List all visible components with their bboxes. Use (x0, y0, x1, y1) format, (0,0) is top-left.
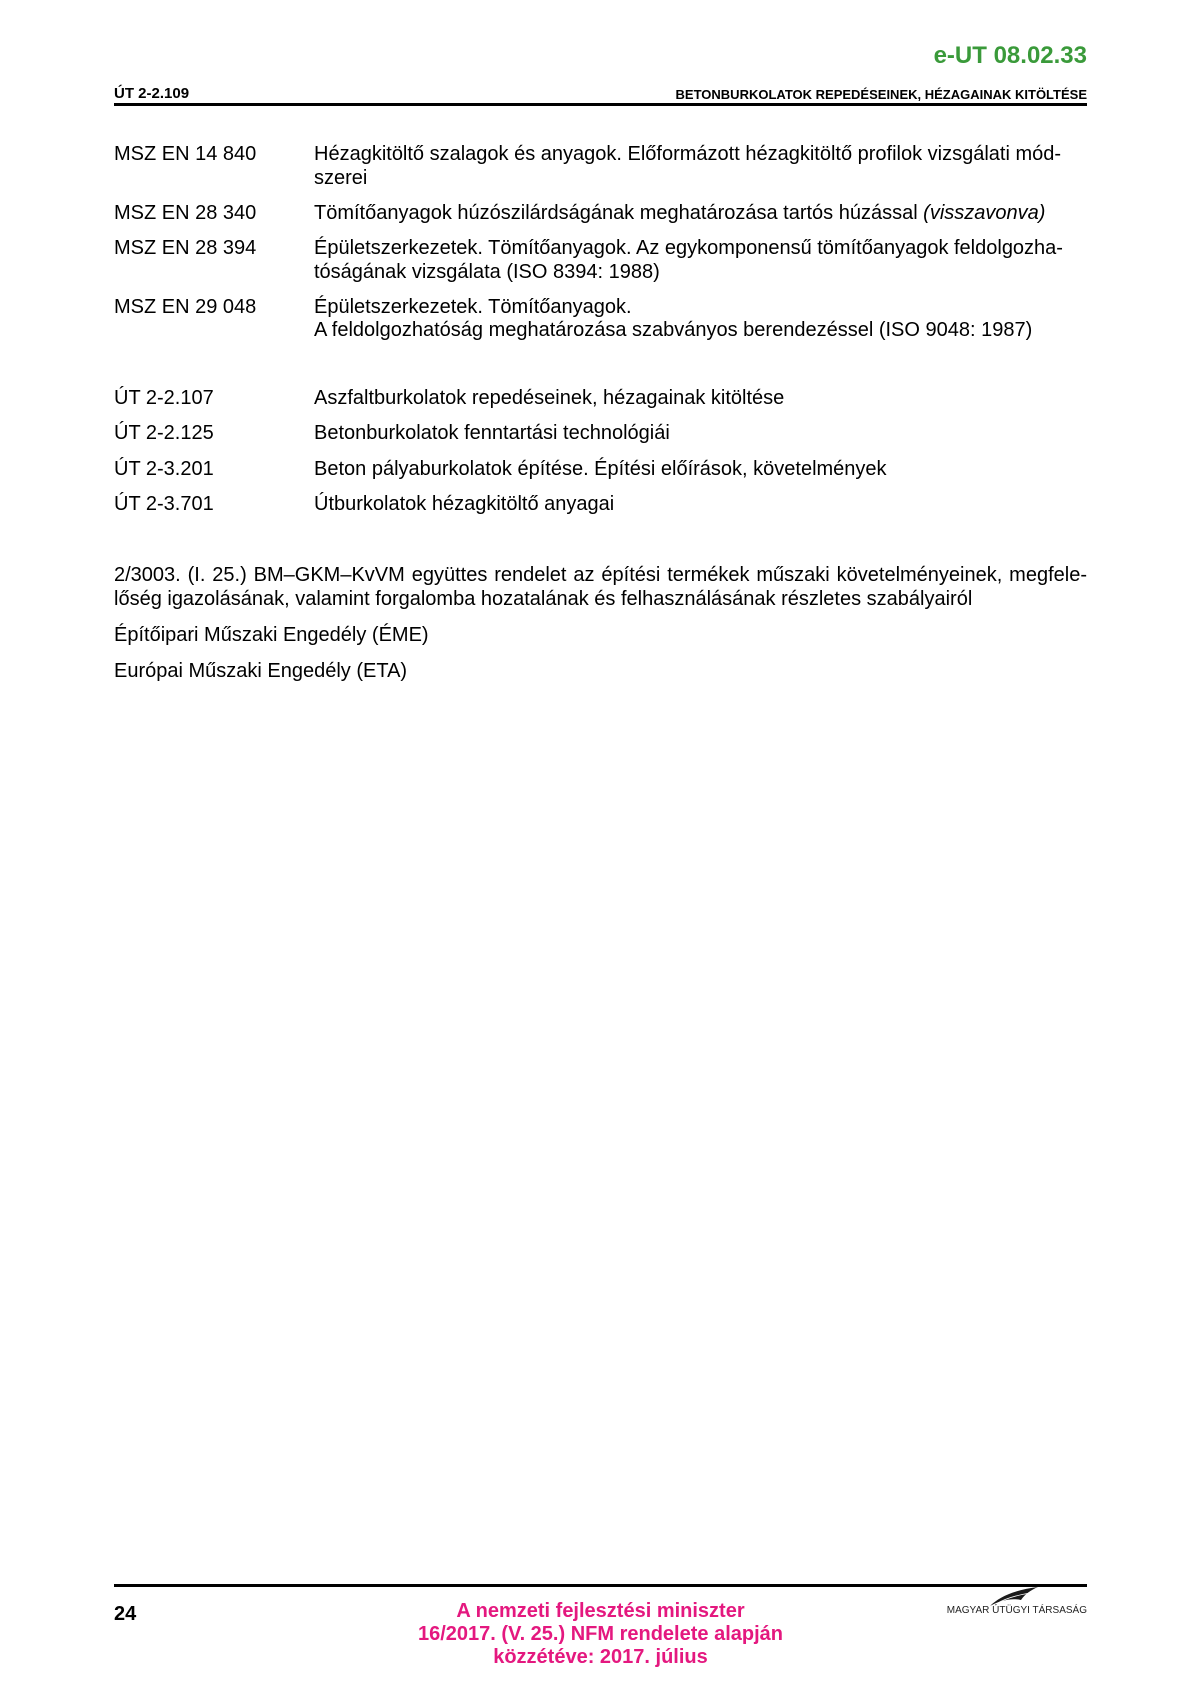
regulation-line: Építőipari Műszaki Engedély (ÉME) (114, 623, 429, 646)
reference-title-text: Tömítőanyagok húzószilárdságának meghatározása tartós húzással (314, 201, 918, 224)
document-code: e-UT 08.02.33 (933, 42, 1087, 69)
reference-title (314, 387, 1087, 411)
ut-standards-list (114, 387, 1087, 528)
reference-title-line: Épületszerkezetek. Tömítőanyagok. Az egykomponensű tömítőanyagok feldolgozha- (314, 237, 1063, 259)
reference-code: ÚT 2-2.125 (114, 422, 214, 445)
withdrawn-note: (visszavonva) (923, 201, 1046, 224)
regulation-entry (114, 564, 1087, 611)
page-number: 24 (114, 1603, 137, 1625)
society-logo (937, 1586, 1087, 1618)
ut-reference-entry (114, 493, 1087, 517)
msz-standards-list (114, 143, 1087, 355)
publication-note-line: A nemzeti fejlesztési miniszter (456, 1600, 745, 1622)
magyar-utugyi-tarsasag-logo-icon (990, 1587, 1038, 1607)
regulation-line: lőség igazolásának, valamint forgalomba hozatalának és felhasználásának részletes szabályairól (114, 587, 973, 610)
reference-code: ÚT 2-2.107 (114, 387, 214, 409)
reference-title-line: szerei (314, 166, 368, 189)
reference-code: MSZ EN 29 048 (114, 295, 257, 318)
reference-title (314, 493, 1087, 517)
reference-title-line: Hézagkitöltő szalagok és anyagok. Előformázott hézagkitöltő profilok vizsgálati mód- (314, 143, 1062, 165)
regulation-line: Európai Műszaki Engedély (ETA) (114, 659, 408, 682)
regulation-line: 2/3003. (I. 25.) BM–GKM–KvVM együttes rendelet az építési termékek műszaki követelményeinek, megfele- (114, 564, 1087, 586)
reference-title-line: Aszfaltburkolatok repedéseinek, hézagainak kitöltése (314, 387, 785, 409)
publication-note-line: 16/2017. (V. 25.) NFM rendelete alapján (418, 1623, 783, 1645)
ut-reference-entry (114, 387, 1087, 411)
reference-title-line: Útburkolatok hézagkitöltő anyagai (314, 492, 615, 515)
reference-title (314, 422, 1087, 446)
running-header (114, 85, 1087, 103)
reference-title (314, 458, 1087, 482)
reference-title-line: Épületszerkezetek. Tömítőanyagok. (314, 295, 632, 318)
ut-reference-entry (114, 422, 1087, 446)
regulations-list (114, 564, 1087, 696)
reference-title-line: tóságának vizsgálata (ISO 8394: 1988) (314, 260, 660, 283)
publication-note-line: közzétéve: 2017. július (493, 1646, 708, 1668)
standard-id: ÚT 2-2.109 (114, 85, 190, 102)
running-title: BETONBURKOLATOK REPEDÉSEINEK, HÉZAGAINAK KITÖLTÉSE (675, 87, 1087, 102)
logo-text: MAGYAR ÚTÜGYI TÁRSASÁG (946, 1605, 1087, 1616)
header-rule (114, 103, 1087, 106)
reference-title-line (314, 202, 1087, 226)
reference-title (314, 202, 1087, 226)
reference-title (314, 237, 1087, 284)
reference-title (314, 143, 1087, 190)
msz-reference-entry (114, 237, 1087, 284)
reference-code: MSZ EN 14 840 (114, 143, 257, 165)
regulation-entry (114, 660, 1087, 684)
ut-reference-entry (114, 458, 1087, 482)
reference-code: MSZ EN 28 340 (114, 201, 257, 224)
reference-code: ÚT 2-3.201 (114, 457, 214, 480)
reference-title-line: Beton pályaburkolatok építése. Építési előírások, követelmények (314, 457, 887, 480)
reference-code: ÚT 2-3.701 (114, 492, 214, 515)
reference-title-line: Betonburkolatok fenntartási technológiái (314, 422, 670, 445)
msz-reference-entry (114, 143, 1087, 190)
regulation-entry (114, 624, 1087, 648)
reference-code: MSZ EN 28 394 (114, 237, 257, 259)
reference-title (314, 296, 1087, 343)
msz-reference-entry (114, 296, 1087, 343)
msz-reference-entry (114, 202, 1087, 226)
reference-title-line: A feldolgozhatóság meghatározása szabványos berendezéssel (ISO 9048: 1987) (314, 319, 1033, 342)
